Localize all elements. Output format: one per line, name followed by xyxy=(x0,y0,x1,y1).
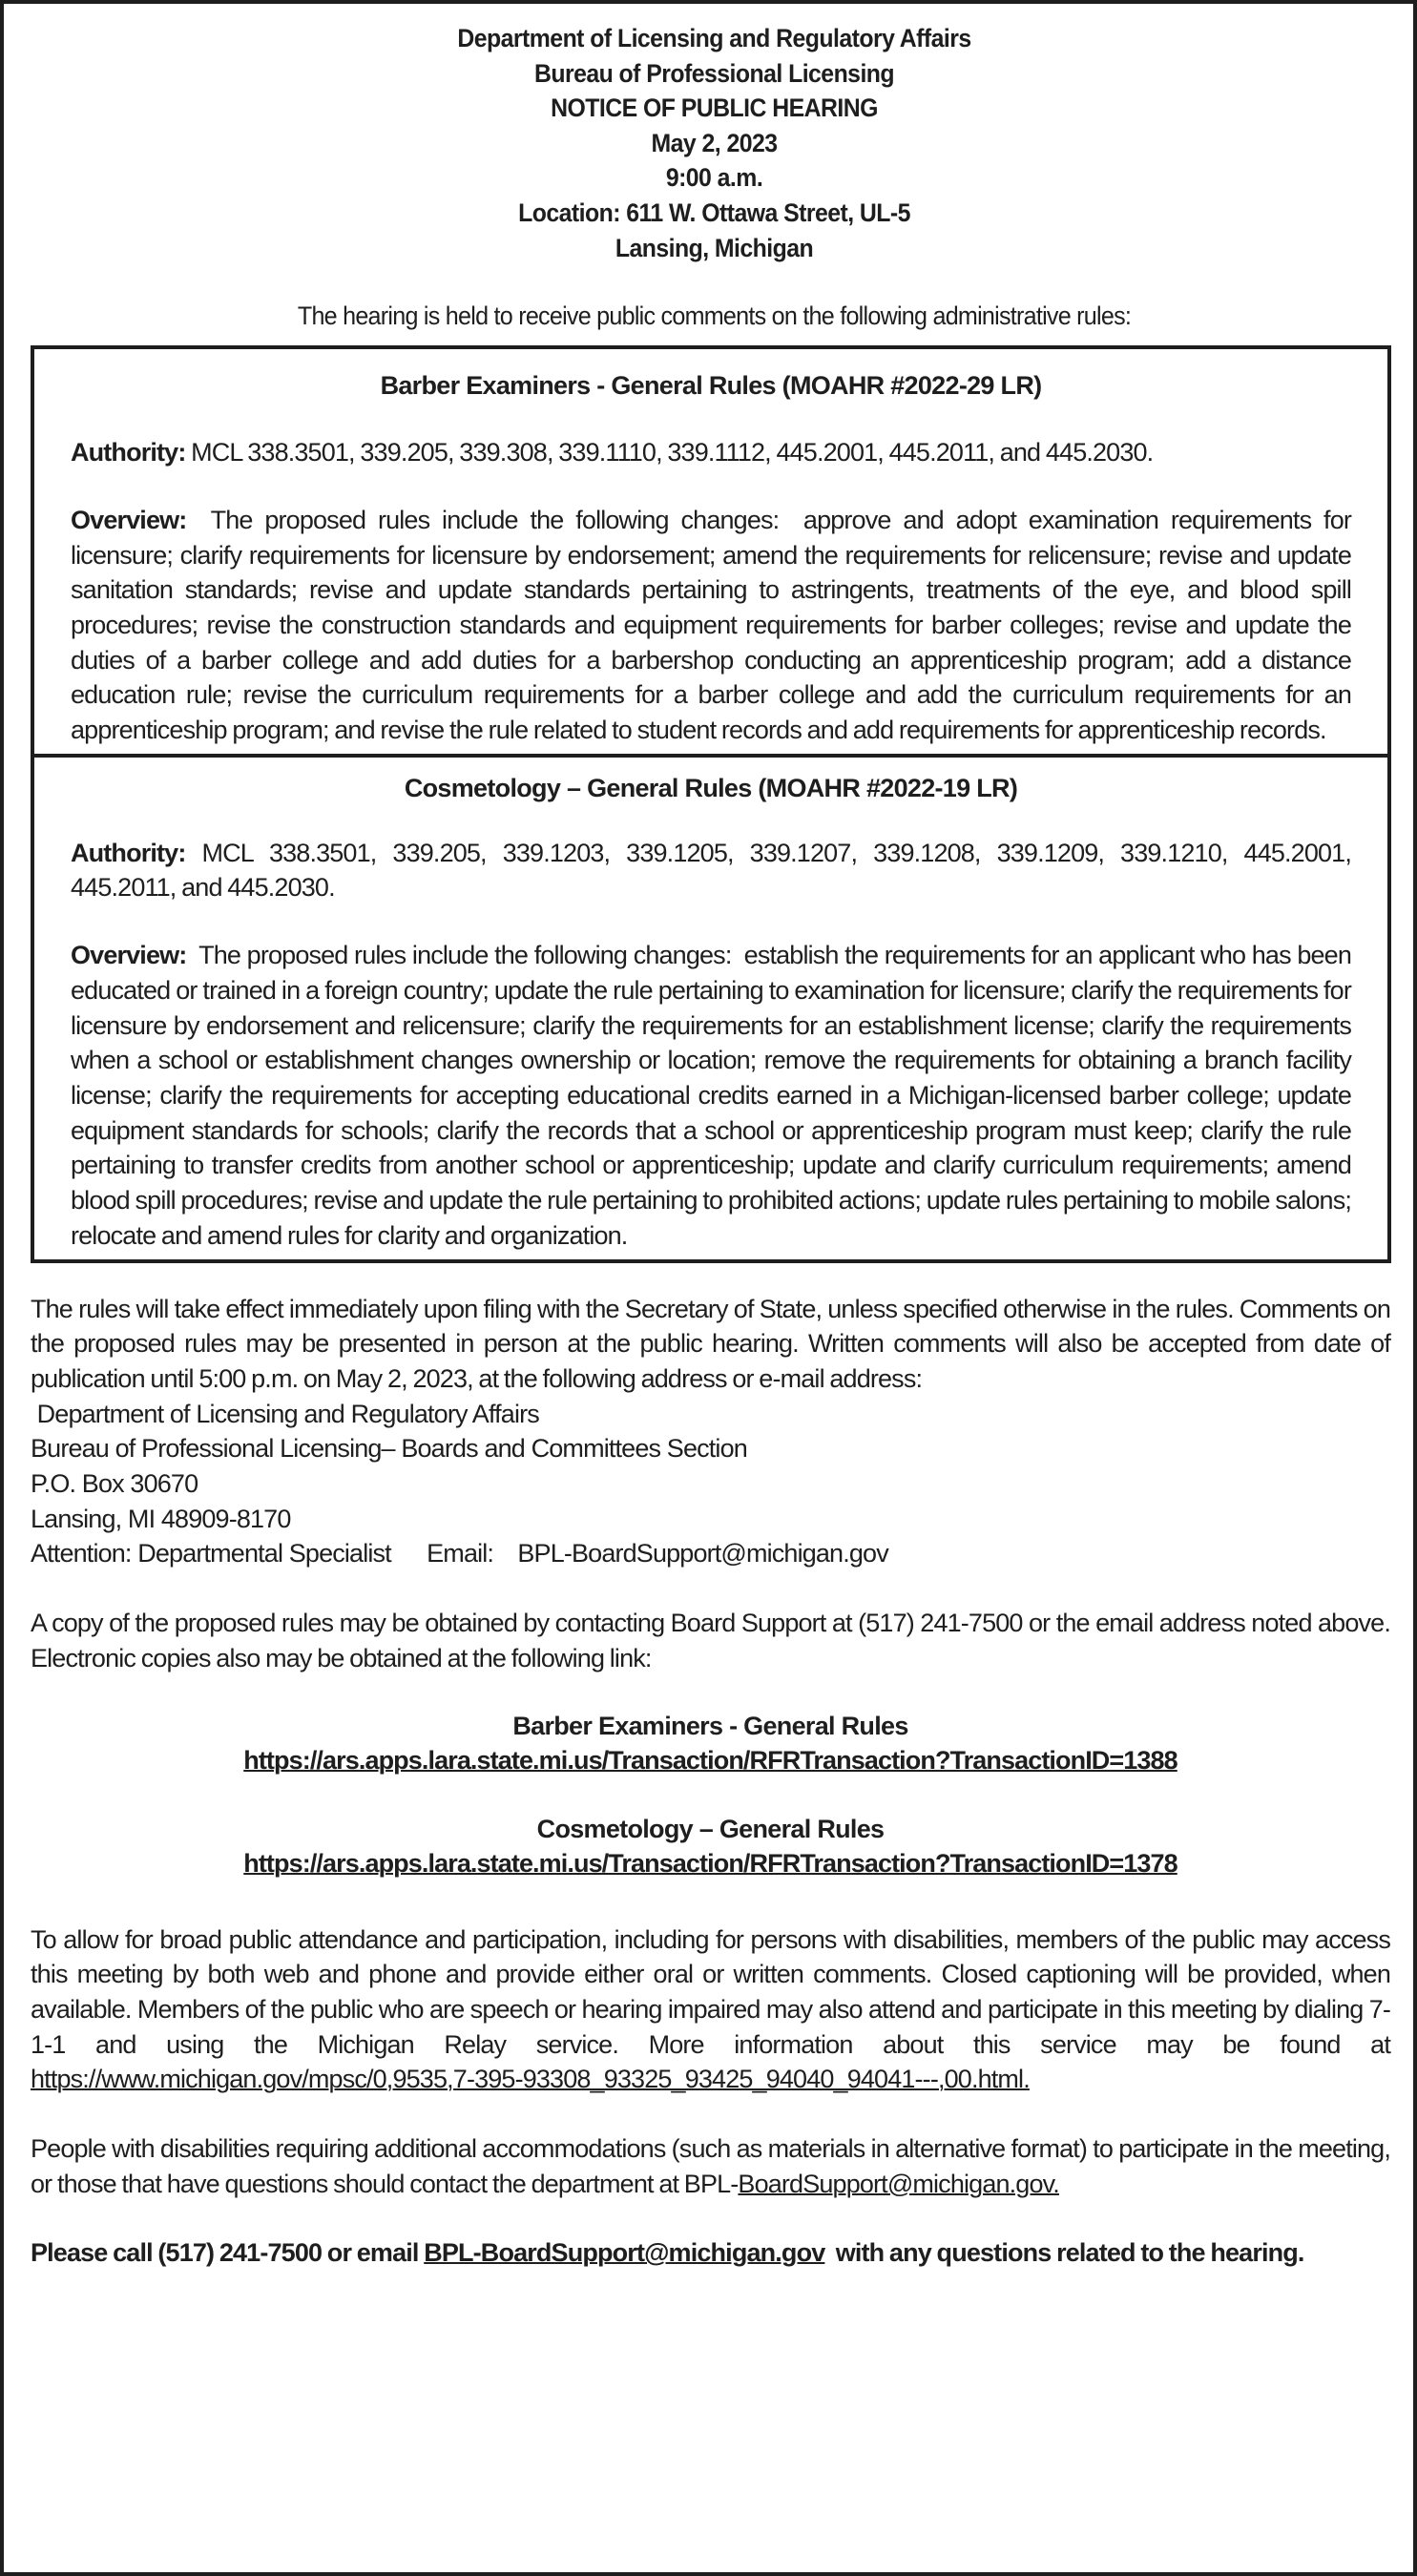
rule-authority xyxy=(71,435,1351,470)
header-department: Department of Licensing and Regulatory Affairs xyxy=(457,24,971,52)
call-text-end: with any questions related to the hearing. xyxy=(824,2238,1304,2268)
authority-label: Authority: xyxy=(71,838,186,867)
header-city: Lansing, Michigan xyxy=(615,233,814,262)
rule-box-cosmetology xyxy=(31,758,1391,1263)
header-date: May 2, 2023 xyxy=(651,128,778,157)
authority-text: MCL 338.3501, 339.205, 339.1203, 339.1205, 339.1207, 339.1208, 339.1209, 339.1210, 445.2001, 445.2011, and 445.2030. xyxy=(71,838,1351,903)
rule-box-barber xyxy=(31,345,1391,758)
notice-body xyxy=(31,1292,1398,2272)
header-notice-title: NOTICE OF PUBLIC HEARING xyxy=(551,93,878,123)
link-group-barber xyxy=(31,1709,1390,1777)
accommodations-paragraph xyxy=(31,2131,1390,2201)
rule-authority xyxy=(71,836,1351,905)
rule-links xyxy=(31,1709,1390,1880)
link-group-cosmetology xyxy=(31,1812,1390,1880)
board-support-email-link[interactable]: BoardSupport@michigan.gov. xyxy=(738,2169,1059,2198)
accommodations-text: People with disabilities requiring additional accommodations (such as materials in alternative format) to participate in the meeting, or those that have questions should contact the department at BPL- xyxy=(31,2134,1390,2198)
rule-overview xyxy=(71,938,1357,1253)
rule-title: Cosmetology – General Rules (MOAHR #2022-19 LR) xyxy=(404,773,1018,802)
intro-text: The hearing is held to receive public comments on the following administrative rules: xyxy=(297,301,1132,331)
rule-title: Barber Examiners - General Rules (MOAHR #2022-29 LR) xyxy=(380,371,1042,401)
notice-header xyxy=(31,4,1398,265)
effect-paragraph: The rules will take effect immediately upon filing with the Secretary of State, unless specified otherwise in the rules. Comments on the proposed rules may be presented in person at the public hearing. Written comments will also be accepted from date of publication until 5:00 p.m. on May 2, 2023, at the following address or e-mail address: xyxy=(31,1294,1390,1393)
email-address[interactable]: BPL-BoardSupport@michigan.gov xyxy=(517,1539,888,1568)
overview-label: Overview: xyxy=(71,505,187,534)
address-line: P.O. Box 30670 xyxy=(31,1469,198,1499)
email-label: Email: xyxy=(427,1539,494,1568)
overview-label: Overview: xyxy=(71,941,187,970)
header-location: Location: 611 W. Ottawa Street, UL-5 xyxy=(518,197,910,227)
relay-service-link[interactable]: https://www.michigan.gov/mpsc/0,9535,7-395-93308_93325_93425_94040_94041---,00.html. xyxy=(31,2065,1030,2094)
rule-overview xyxy=(71,503,1357,748)
link-title: Barber Examiners - General Rules xyxy=(512,1711,908,1740)
attention-line xyxy=(31,1536,1390,1571)
address-line: Bureau of Professional Licensing– Boards and Committees Section xyxy=(31,1434,747,1464)
call-text: Please call (517) 241-7500 or email xyxy=(31,2238,425,2268)
attention-text: Attention: Departmental Specialist xyxy=(31,1539,391,1568)
overview-text: The proposed rules include the following changes: approve and adopt examination requirements for licensure; clarify requirements for licensure by endorsement; amend the requirements for relicensure; revise and update sanitation standards; revise and update standards pertaining to astringents, treatments of the eye, and blood spill procedures; revise the construction standards and equipment requirements for barber colleges; revise and update the duties of a barber college and add duties for a barbershop conducting an apprenticeship program; add a distance education rule; revise the curriculum requirements for a barber college and add the curriculum requirements for an apprenticeship program; and revise the rule related to student records and add requirements for apprenticeship records. xyxy=(71,505,1357,745)
overview-text: The proposed rules include the following changes: establish the requirements for an applicant who has been educated or trained in a foreign country; update the rule pertaining to examination for licensure; clarify the requirements for licensure by endorsement and relicensure; clarify the requirements for an establishment license; clarify the requirements when a school or establishment changes ownership or location; remove the requirements for obtaining a branch facility license; clarify the requirements for accepting educational credits earned in a Michigan-licensed barber college; update equipment standards for schools; clarify the records that a school or apprenticeship program must keep; clarify the rule pertaining to transfer credits from another school or apprenticeship; update and clarify curriculum requirements; amend blood spill procedures; revise and update the rule pertaining to prohibited actions; update rules pertaining to mobile salons; relocate and amend rules for clarity and organization. xyxy=(71,941,1357,1250)
address-line: Lansing, MI 48909-8170 xyxy=(31,1504,291,1533)
mailing-address xyxy=(31,1397,1390,1572)
access-paragraph xyxy=(31,1922,1390,2098)
barber-rules-link[interactable]: https://ars.apps.lara.state.mi.us/Transaction/RFRTransaction?TransactionID=1388 xyxy=(243,1745,1177,1775)
link-title: Cosmetology – General Rules xyxy=(536,1814,885,1843)
call-email-link[interactable]: BPL-BoardSupport@michigan.gov xyxy=(424,2238,825,2268)
address-line: Department of Licensing and Regulatory Affairs xyxy=(31,1399,539,1428)
header-time: 9:00 a.m. xyxy=(665,163,763,193)
authority-label: Authority: xyxy=(71,438,186,467)
header-bureau: Bureau of Professional Licensing xyxy=(533,58,895,88)
copy-paragraph: A copy of the proposed rules may be obtained by contacting Board Support at (517) 241-7500 or the email address noted above. Electronic copies also may be obtained at the following link: xyxy=(31,1609,1390,1672)
authority-text: MCL 338.3501, 339.205, 339.308, 339.1110, 339.1112, 445.2001, 445.2011, and 445.2030. xyxy=(185,438,1154,467)
call-paragraph xyxy=(31,2235,1390,2271)
cosmetology-rules-link[interactable]: https://ars.apps.lara.state.mi.us/Transaction/RFRTransaction?TransactionID=1378 xyxy=(243,1848,1177,1878)
access-text: To allow for broad public attendance and participation, including for persons with disabilities, members of the public may access this meeting by both web and phone and provide either oral or written comments. Closed captioning will be provided, when available. Members of the public who are speech or hearing impaired may also attend and participate in this meeting by dialing 7-1-1 and using the Michigan Relay service. More information about this service may be found at xyxy=(31,1924,1390,2059)
